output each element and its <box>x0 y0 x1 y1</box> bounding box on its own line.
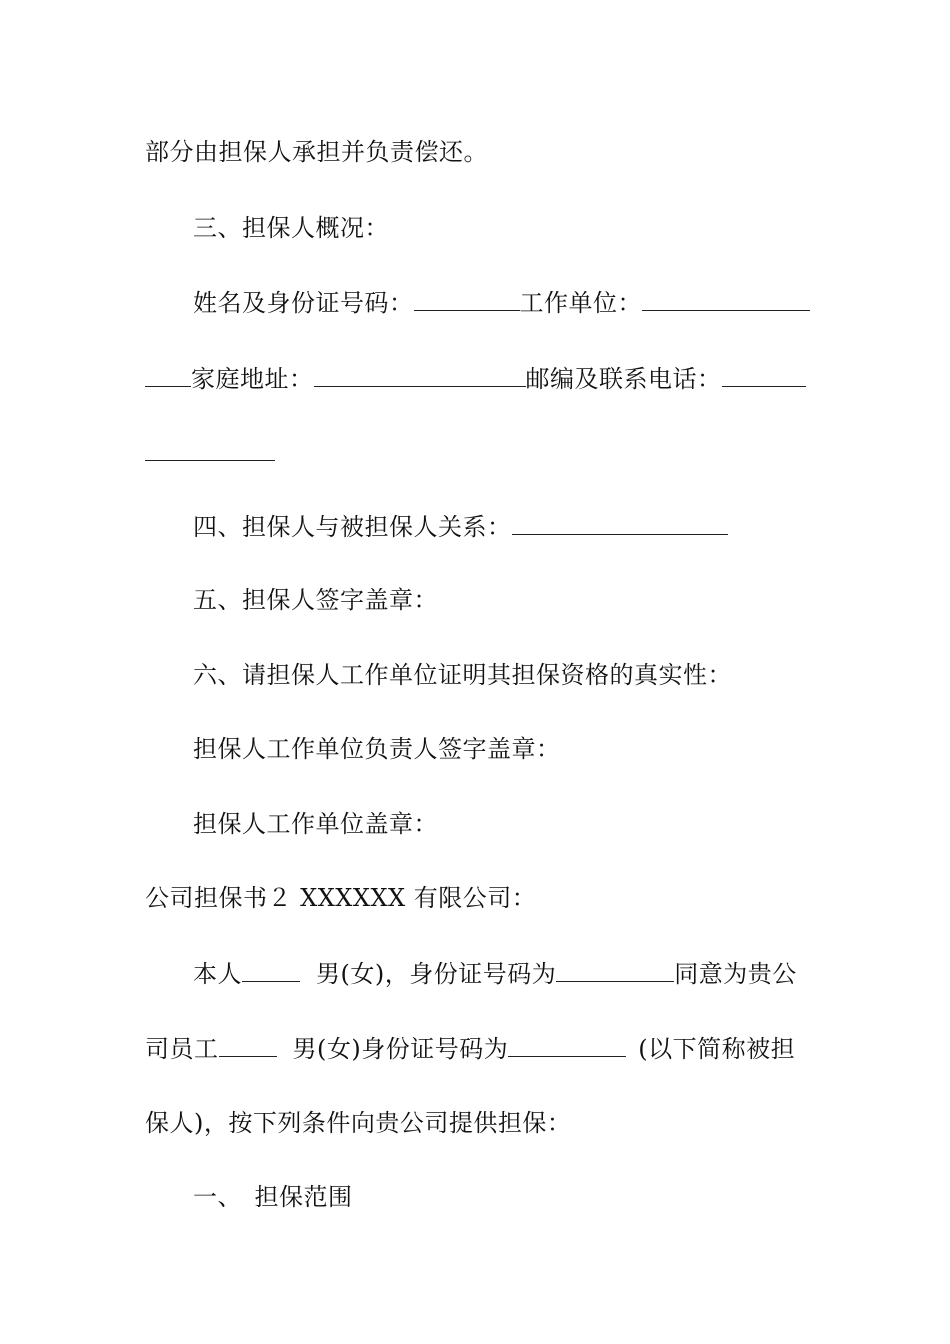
text-employee-id: 男(女)身份证号码为 <box>292 1035 509 1063</box>
text-guarantee-scope: 一、 担保范围 <box>193 1183 353 1211</box>
blank-employee-id[interactable] <box>508 1032 626 1057</box>
label-employer: 工作单位： <box>519 289 642 317</box>
blank-relationship[interactable] <box>512 510 728 535</box>
label-postcode-phone: 邮编及联系电话： <box>525 365 722 393</box>
employer-head-signature-line <box>193 733 858 765</box>
guarantor-address-line <box>145 362 810 395</box>
paragraph-repayment-end <box>145 136 810 168</box>
label-home-address: 家庭地址： <box>191 365 314 393</box>
guarantor-name-line <box>193 286 858 319</box>
section-five-line <box>193 584 858 616</box>
text-section-three: 三、担保人概况： <box>193 214 389 242</box>
text-agree: 同意为贵公 <box>674 960 797 988</box>
blank-employer[interactable] <box>642 286 810 311</box>
text-i: 本人 <box>193 960 242 988</box>
section-six-line <box>193 659 858 691</box>
letter-body-line-3 <box>145 1107 810 1139</box>
label-employer-seal: 担保人工作单位盖章： <box>193 810 438 838</box>
blank-name-id[interactable] <box>414 286 520 311</box>
letter-two-heading <box>145 882 810 914</box>
section-three-heading <box>193 212 858 244</box>
text-repayment: 部分由担保人承担并负责偿还。 <box>145 138 488 166</box>
blank-guarantor-name[interactable] <box>242 957 300 982</box>
blank-phone-cont[interactable] <box>145 436 275 461</box>
label-guarantor-signature: 五、担保人签字盖章： <box>193 586 438 614</box>
employer-seal-line <box>193 808 858 840</box>
text-gender-id: 男(女)，身份证号码为 <box>316 960 557 988</box>
text-hereinafter: (以下简称被担 <box>638 1035 796 1063</box>
text-employee: 司员工 <box>145 1035 219 1063</box>
letter-body-line-2 <box>145 1032 810 1065</box>
section-four-line <box>193 510 858 543</box>
blank-employee-name[interactable] <box>219 1032 277 1057</box>
blank-home-address[interactable] <box>314 362 526 387</box>
label-employer-head-signature: 担保人工作单位负责人签字盖章： <box>193 735 561 763</box>
letter-body-line-1 <box>193 957 858 990</box>
blank-guarantor-id[interactable] <box>556 957 674 982</box>
blank-postcode-phone[interactable] <box>722 362 806 387</box>
label-name-id: 姓名及身份证号码： <box>193 289 414 317</box>
phone-continuation-line <box>145 436 810 469</box>
text-section-six: 六、请担保人工作单位证明其担保资格的真实性： <box>193 661 732 689</box>
blank-employer-cont[interactable] <box>145 362 191 387</box>
text-conditions: 保人)，按下列条件向贵公司提供担保： <box>145 1109 572 1137</box>
section-one-heading <box>193 1181 858 1213</box>
label-relationship: 四、担保人与被担保人关系： <box>193 513 512 541</box>
text-letter-two-title: 公司担保书２ XXXXXX 有限公司： <box>145 884 537 912</box>
